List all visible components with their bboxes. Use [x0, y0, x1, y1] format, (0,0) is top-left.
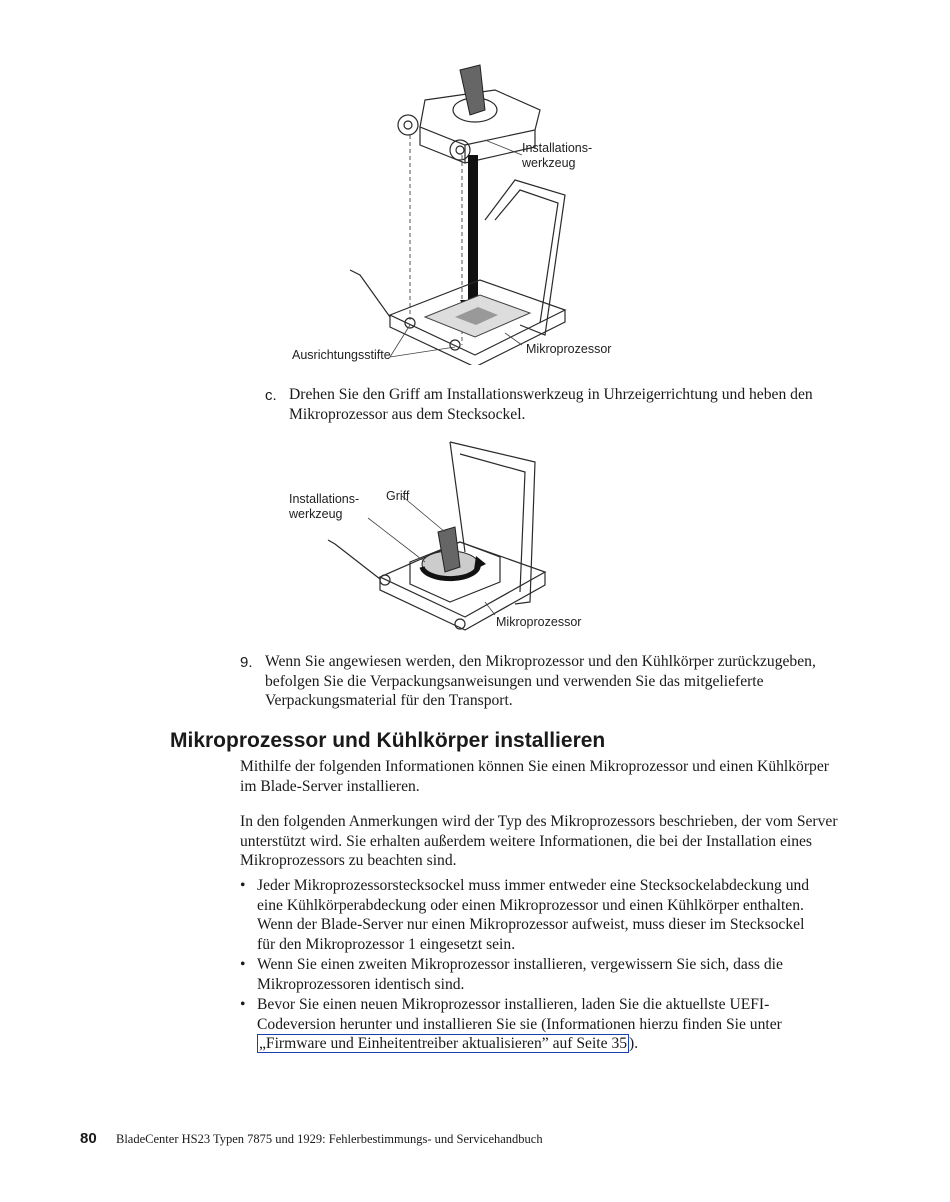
bullet-text-3: [257, 995, 837, 1054]
bullet-3-pre: Bevor Sie einen neuen Mikroprozessor installieren, laden Sie die aktuellste UEFI-Codeversion herunter und installieren Sie sie (Informationen hierzu finden Sie unter: [257, 996, 782, 1033]
label-handle: Griff: [386, 489, 410, 503]
bullet-symbol: •: [240, 996, 246, 1013]
page-number: 80: [80, 1130, 97, 1147]
section-heading: Mikroprozessor und Kühlkörper installieren: [170, 729, 606, 752]
bullet-symbol: •: [240, 956, 246, 973]
step-c-marker: c.: [265, 387, 277, 404]
bullet-3-post: ).: [629, 1035, 639, 1052]
label-installation-tool-2: Installations- werkzeug: [289, 492, 360, 521]
label-alignment-pins: Ausrichtungsstifte: [292, 348, 391, 362]
label-installation-tool-1: Installations- werkzeug: [522, 141, 593, 170]
bullet-symbol: •: [240, 877, 246, 894]
section-intro: Mithilfe der folgenden Informationen können Sie einen Mikroprozessor und einen Kühlkörper im Blade-Server installieren.: [240, 758, 829, 795]
notes-intro: In den folgenden Anmerkungen wird der Typ des Mikroprozessors beschrieben, der vom Server unterstützt wird. Sie erhalten außerdem weitere Informationen, die bei der Installation eines Mikroprozessors zu beachten sind.: [240, 813, 838, 869]
bullet-text-2: Wenn Sie einen zweiten Mikroprozessor installieren, vergewissern Sie sich, dass die Mikroprozessoren identisch sind.: [257, 956, 783, 993]
footer-title: BladeCenter HS23 Typen 7875 und 1929: Fehlerbestimmungs- und Servicehandbuch: [116, 1132, 543, 1146]
firmware-update-link[interactable]: „Firmware und Einheitentreiber aktualisieren” auf Seite 35: [259, 1035, 628, 1052]
bullet-text-1: Jeder Mikroprozessorstecksockel muss immer entweder eine Stecksockelabdeckung und eine Kühlkörperabdeckung oder einen Mikroprozessor und einen Kühlkörper enthalten. Wenn der Blade-Server nur einen Mikroprozessor aufweist, muss dieser im Stecksockel für den Mikroprozessor 1 eingesetzt sein.: [257, 877, 810, 953]
step-9-text: Wenn Sie angewiesen werden, den Mikroprozessor und den Kühlkörper zurückzugeben, befolgen Sie die Verpackungsanweisungen und verwenden Sie das mitgelieferte Verpackungsmaterial für den Transport.: [265, 653, 816, 709]
step-9-marker: 9.: [240, 654, 253, 671]
step-c-text: Drehen Sie den Griff am Installationswerkzeug in Uhrzeigerrichtung und heben den Mikroprozessor aus dem Stecksockel.: [289, 386, 813, 423]
label-microprocessor-1: Mikroprozessor: [526, 342, 612, 356]
figure-installation-tool-lowered: [280, 55, 640, 365]
label-microprocessor-2: Mikroprozessor: [496, 615, 582, 629]
figure-rotate-handle: [300, 432, 560, 637]
